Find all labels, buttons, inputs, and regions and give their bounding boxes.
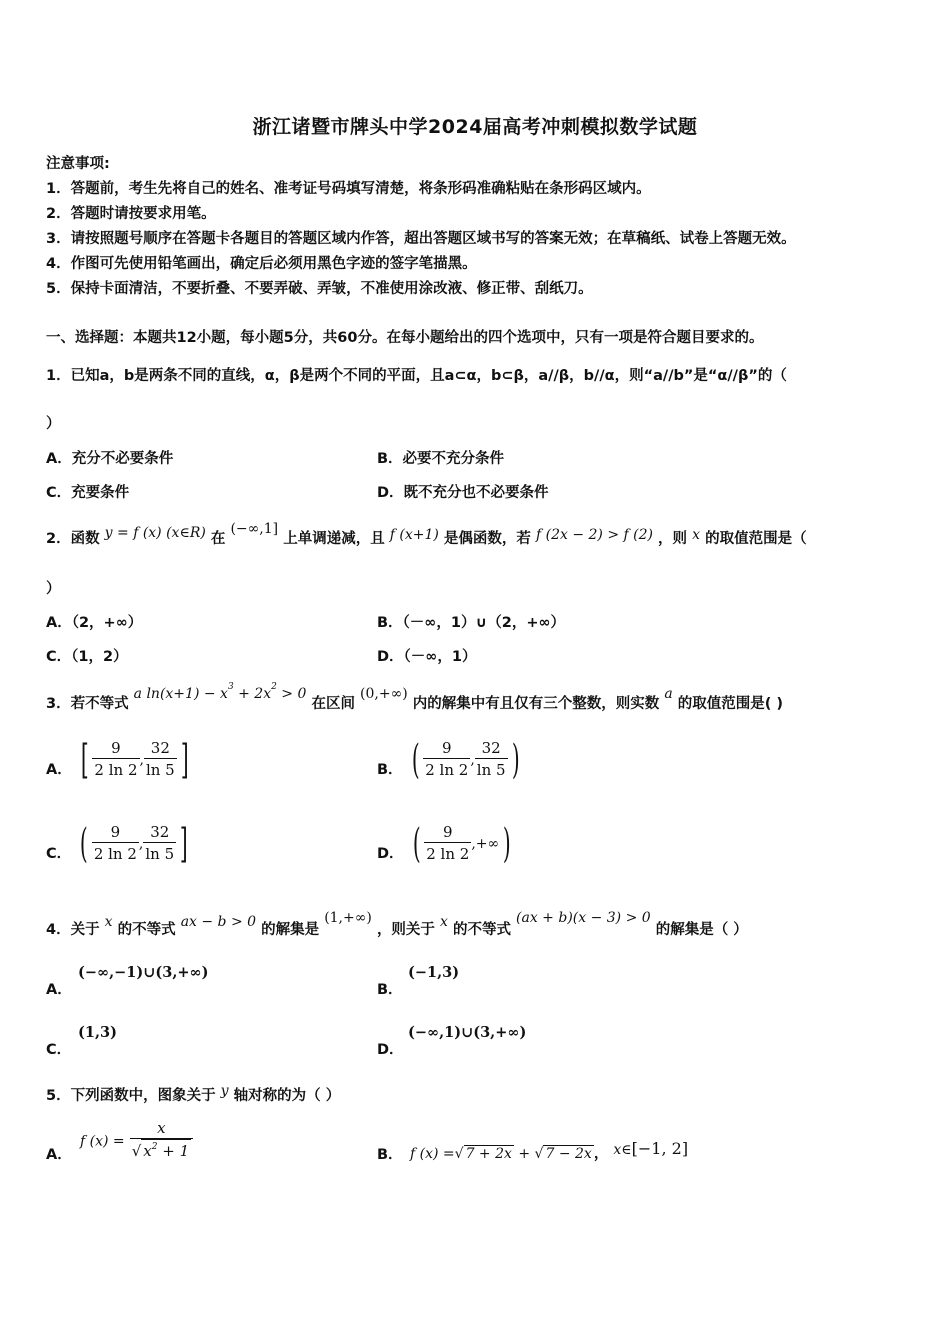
question-4-stem — [46, 910, 748, 939]
question-2-close: ） — [46, 581, 61, 597]
q2-option-c: C．（1，2） — [46, 649, 128, 665]
question-1-close: ） — [46, 416, 61, 432]
q4-math-x-2: x — [440, 914, 448, 930]
notice-item-5: 5．保持卡面清洁，不要折叠、不要弄破、弄皱，不准使用涂改液、修正带、刮纸刀。 — [46, 281, 593, 297]
q4-option-a-label: A． — [46, 982, 72, 998]
q4-math-x: x — [104, 914, 113, 930]
q3-option-a: A． [ $\frac{9}{2 \ln 2}$ , $\frac{32}{\ln 5}$ ] — [46, 736, 189, 783]
q4-math-inequality-1: ax − b > 0 — [180, 914, 257, 930]
q2-text-3: 上单调递减，且 — [283, 531, 385, 547]
q3-math-inequality: a $\ln(x+1) - x^3 + 2x^2 > 0$ — [133, 682, 307, 702]
q4-math-inequality-2: (ax + b)(x − 3) > 0 — [516, 910, 651, 926]
q5-option-b-label: B． — [377, 1147, 403, 1163]
q5-option-a-formula: f (x) = $\frac{x}{√ x^2 + 1}$ — [80, 1118, 193, 1165]
notice-heading: 注意事项: — [46, 156, 110, 172]
q4-math-interval: (1,+∞) — [324, 910, 372, 926]
q4-text-6: 的解集是（ ） — [655, 922, 748, 938]
q2-text-1: 2．函数 — [46, 531, 100, 547]
q5-math-y: y — [220, 1083, 229, 1099]
q4-text-5: 的不等式 — [452, 922, 511, 938]
q1-option-a: A．充分不必要条件 — [46, 451, 174, 467]
question-1-stem: 1．已知a，b是两条不同的直线，α，β是两个不同的平面，且a⊂α，b⊂β，a//β，b//α，则“a//b”是“α//β”的（ — [46, 368, 787, 384]
notice-item-2: 2．答题时请按要求用笔。 — [46, 206, 216, 222]
q4-option-c-value: (1,3) — [78, 1024, 117, 1041]
q4-option-b-value: (−1,3) — [408, 964, 460, 981]
q5-text-2: 轴对称的为（ ） — [233, 1088, 341, 1104]
q4-text-2: 的不等式 — [117, 922, 176, 938]
q3-option-c: C． ( $\frac{9}{2 \ln 2}$ , $\frac{32}{\ln 5}$ ] — [46, 820, 188, 867]
q2-option-d: D．（－∞，1） — [377, 649, 477, 665]
page-title: 浙江诸暨市牌头中学2024届高考冲刺模拟数学试题 — [252, 116, 698, 138]
q2-text-2: 在 — [210, 531, 226, 547]
q3-text-1: 3．若不等式 — [46, 696, 129, 712]
q3-text-2: 在区间 — [311, 696, 355, 712]
q2-text-5: ，则 — [658, 531, 688, 547]
q3-math-interval: (0,+∞) — [360, 686, 408, 702]
section-heading: 一、选择题：本题共12小题，每小题5分，共60分。在每小题给出的四个选项中，只有一项是符合题目要求的。 — [46, 330, 764, 346]
q2-text-4: 是偶函数，若 — [443, 531, 531, 547]
q5-text-1: 5．下列函数中，图象关于 — [46, 1088, 216, 1104]
q4-text-1: 4．关于 — [46, 922, 100, 938]
q4-text-3: 的解集是 — [261, 922, 320, 938]
q3-math-a: a — [664, 686, 673, 702]
notice-item-1: 1．答题前，考生先将自己的姓名、准考证号码填写清楚，将条形码准确粘贴在条形码区域内。 — [46, 181, 651, 197]
q4-option-d-value: (−∞,1)∪(3,+∞) — [408, 1024, 527, 1041]
notice-item-4: 4．作图可先使用铅笔画出，确定后必须用黑色字迹的签字笔描黑。 — [46, 256, 477, 272]
q3-text-3: 内的解集中有且仅有三个整数，则实数 — [412, 696, 660, 712]
q4-text-4: ，则关于 — [376, 922, 435, 938]
notice-item-3: 3．请按照题号顺序在答题卡各题目的答题区域内作答，超出答题区域书写的答案无效；在草稿纸、试卷上答题无效。 — [46, 231, 796, 247]
question-2-stem — [46, 521, 807, 548]
q4-option-c-label: C． — [46, 1042, 72, 1058]
q3-text-4: 的取值范围是( ) — [677, 696, 784, 712]
q3-option-d: D． ( $\frac{9}{2 \ln 2}$ , +∞ ) — [377, 820, 511, 867]
q2-text-6: 的取值范围是（ — [705, 531, 807, 547]
q2-math-function: y = f (x) (x∈R) — [104, 525, 206, 541]
q2-option-b: B．（－∞，1）∪（2，+∞） — [377, 615, 566, 631]
question-5-stem — [46, 1084, 340, 1105]
q1-option-d: D．既不充分也不必要条件 — [377, 485, 549, 501]
q2-math-interval: (−∞,1] — [230, 521, 279, 537]
q2-math-even: f (x+1) — [389, 527, 439, 543]
q1-option-c: C．充要条件 — [46, 485, 130, 501]
q4-option-a-value: (−∞,−1)∪(3,+∞) — [78, 964, 209, 981]
question-3-stem — [46, 682, 784, 713]
q4-option-d-label: D． — [377, 1042, 404, 1058]
q2-option-a: A．（2，+∞） — [46, 615, 143, 631]
q4-option-b-label: B． — [377, 982, 403, 998]
q2-math-x: x — [692, 527, 701, 543]
q1-option-b: B．必要不充分条件 — [377, 451, 505, 467]
q5-option-a-label: A． — [46, 1147, 72, 1163]
q5-option-b-formula: f (x) =√ 7 + 2x + √ 7 − 2x ， x∈[−1, 2] — [410, 1139, 689, 1162]
q3-option-b: B． ( $\frac{9}{2 \ln 2}$ , $\frac{32}{\ln 5}$ ) — [377, 736, 520, 783]
q2-math-inequality: f (2x − 2) > f (2) — [535, 527, 653, 543]
